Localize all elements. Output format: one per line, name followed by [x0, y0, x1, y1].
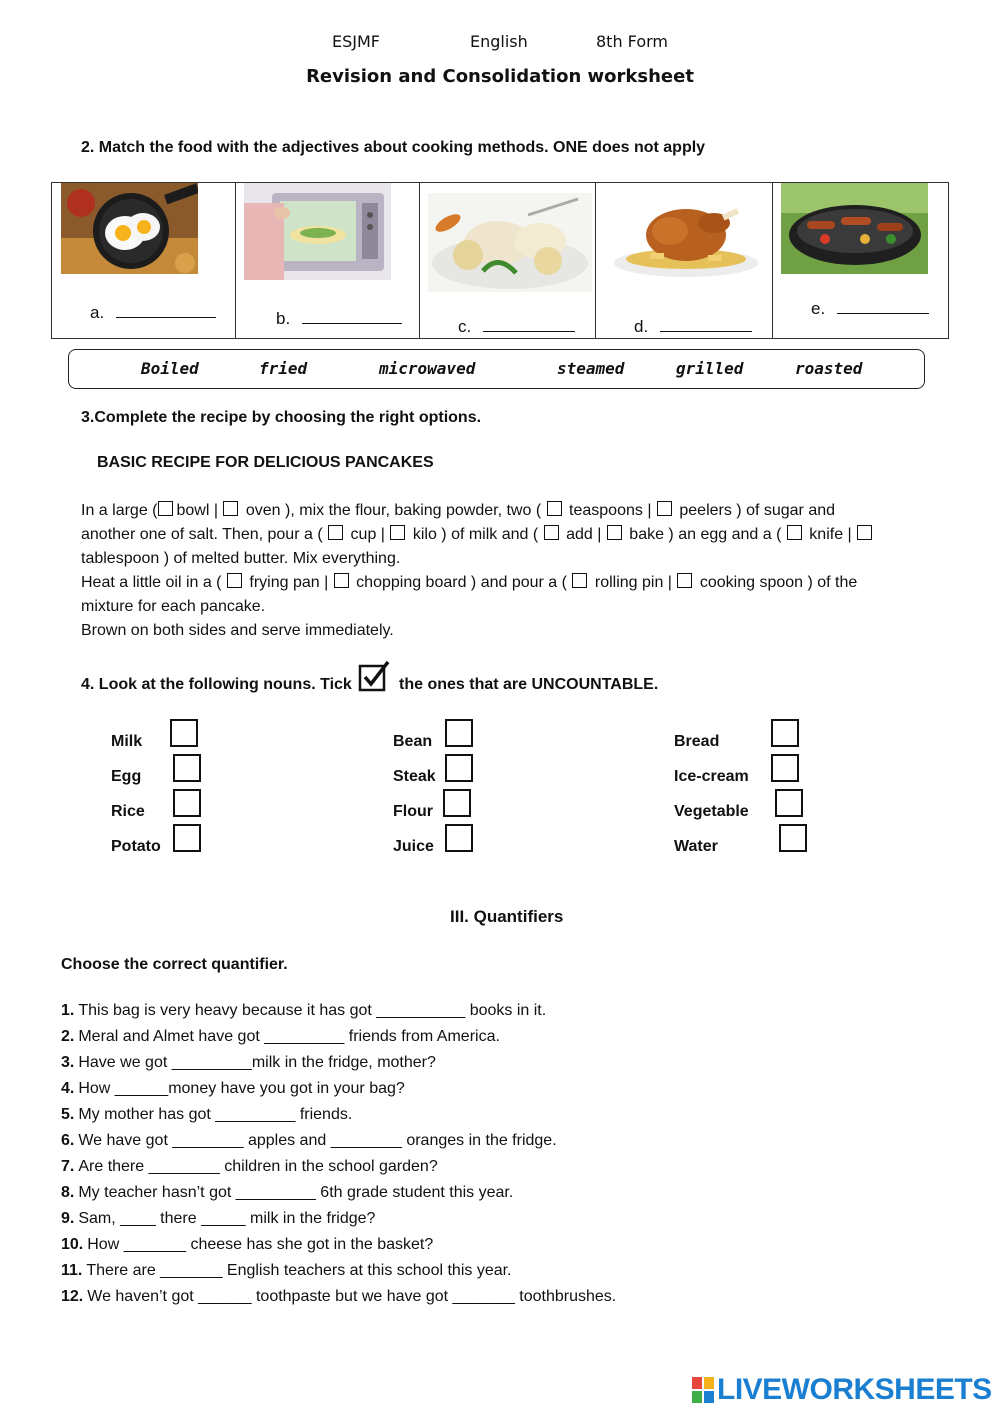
food-image-table: [51, 182, 949, 339]
option-cup-checkbox[interactable]: [328, 525, 343, 540]
caption-d: [634, 317, 752, 337]
answer-blank-e[interactable]: [837, 299, 929, 314]
item-number: 8.: [61, 1184, 75, 1201]
noun-potato: Potato: [111, 838, 161, 855]
tick-example-icon: [358, 660, 390, 692]
option-add-checkbox[interactable]: [544, 525, 559, 540]
recipe-text-fragment: kilo ) of milk and (: [408, 526, 543, 543]
noun-rice: Rice: [111, 803, 145, 820]
recipe-text-fragment: chopping board ) and pour a (: [351, 574, 572, 591]
item-sentence: We haven’t got ______ toothpaste but we have got _______ toothbrushes.: [87, 1288, 617, 1305]
word-microwaved: microwaved: [379, 359, 476, 378]
word-bank: [68, 349, 925, 389]
item-sentence: Sam, ____ there _____ milk in the fridge?: [78, 1210, 376, 1227]
word-grilled: grilled: [676, 359, 744, 378]
bread-checkbox[interactable]: [771, 719, 799, 747]
item-sentence: We have got ________ apples and ________ oranges in the fridge.: [78, 1132, 557, 1149]
bean-checkbox[interactable]: [445, 719, 473, 747]
option-bowl-checkbox[interactable]: [158, 501, 173, 516]
item-sentence: My mother has got _________ friends.: [78, 1106, 353, 1123]
caption-e: [811, 299, 929, 319]
section3-heading: 3.Complete the recipe by choosing the right options.: [81, 409, 482, 426]
option-teaspoons-checkbox[interactable]: [547, 501, 562, 516]
worksheet-title: Revision and Consolidation worksheet: [306, 66, 694, 87]
liveworksheets-logo-text: LIVEWORKSHEETS: [717, 1373, 992, 1406]
option-bake-checkbox[interactable]: [607, 525, 622, 540]
item-sentence: How ______money have you got in your bag?: [78, 1080, 405, 1097]
water-checkbox[interactable]: [779, 824, 807, 852]
caption-c-letter: c.: [458, 317, 472, 336]
item-number: 9.: [61, 1210, 75, 1227]
recipe-text-fragment: frying pan |: [244, 574, 333, 591]
recipe-text-fragment: knife |: [804, 526, 857, 543]
option-oven-checkbox[interactable]: [223, 501, 238, 516]
item-sentence: How _______ cheese has she got in the basket?: [87, 1236, 434, 1253]
noun-bread: Bread: [674, 733, 720, 750]
noun-bean: Bean: [393, 733, 433, 750]
egg-checkbox[interactable]: [173, 754, 201, 782]
vegetable-checkbox[interactable]: [775, 789, 803, 817]
recipe-text-fragment: add |: [561, 526, 606, 543]
recipe-text-fragment: bake ) an egg and a (: [624, 526, 786, 543]
recipe-text: [81, 499, 931, 643]
section4-heading-start: 4. Look at the following nouns. Tick: [81, 676, 352, 693]
item-number: 2.: [61, 1028, 75, 1045]
caption-b: [276, 309, 402, 329]
option-frying-pan-checkbox[interactable]: [227, 573, 242, 588]
noun-vegetable: Vegetable: [674, 803, 749, 820]
item-number: 1.: [61, 1002, 75, 1019]
quantifier-item-11: [61, 1262, 512, 1280]
item-number: 3.: [61, 1054, 75, 1071]
recipe-text-fragment: peelers ) of sugar and: [674, 502, 836, 519]
item-number: 6.: [61, 1132, 75, 1149]
recipe-text-fragment: cooking spoon ) of the: [695, 574, 858, 591]
milk-checkbox[interactable]: [170, 719, 198, 747]
caption-c: [458, 317, 575, 337]
quantifier-item-9: [61, 1210, 375, 1228]
quantifier-item-10: [61, 1236, 433, 1254]
recipe-line-2: [81, 523, 931, 547]
caption-a: [90, 303, 216, 323]
liveworksheets-logo: [692, 1372, 992, 1408]
item-sentence: There are _______ English teachers at this school this year.: [86, 1262, 512, 1279]
item-sentence: Have we got _________milk in the fridge, mother?: [78, 1054, 436, 1071]
food-cell-c: [420, 183, 596, 338]
word-roasted: roasted: [795, 359, 863, 378]
quantifiers-heading: III. Quantifiers: [450, 907, 564, 926]
recipe-line-4: [81, 571, 931, 595]
word-boiled: Boiled: [141, 359, 199, 378]
quantifier-item-6: [61, 1132, 557, 1150]
ice-cream-checkbox[interactable]: [771, 754, 799, 782]
steak-checkbox[interactable]: [445, 754, 473, 782]
recipe-text-fragment: rolling pin |: [590, 574, 677, 591]
caption-d-letter: d.: [634, 317, 649, 336]
recipe-text-fragment: oven ), mix the flour, baking powder, two (: [241, 502, 546, 519]
item-sentence: My teacher hasn’t got _________ 6th grade student this year.: [78, 1184, 514, 1201]
option-rolling-pin-checkbox[interactable]: [572, 573, 587, 588]
recipe-title: BASIC RECIPE FOR DELICIOUS PANCAKES: [97, 454, 434, 471]
potato-checkbox[interactable]: [173, 824, 201, 852]
recipe-text-fragment: Heat a little oil in a (: [81, 574, 226, 591]
option-chopping-board-checkbox[interactable]: [334, 573, 349, 588]
section4-heading-end: the ones that are UNCOUNTABLE.: [399, 676, 659, 693]
item-number: 5.: [61, 1106, 75, 1123]
recipe-text-fragment: mixture for each pancake.: [81, 598, 266, 615]
quantifier-item-5: [61, 1106, 352, 1124]
quantifiers-instruction: Choose the correct quantifier.: [61, 956, 288, 973]
quantifier-item-8: [61, 1184, 513, 1202]
item-number: 11.: [61, 1262, 83, 1279]
food-cell-d: [596, 183, 773, 338]
quantifier-item-3: [61, 1054, 436, 1072]
word-fried: fried: [259, 359, 308, 378]
quantifier-item-12: [61, 1288, 616, 1306]
option-cooking-spoon-checkbox[interactable]: [677, 573, 692, 588]
recipe-text-fragment: Brown on both sides and serve immediately.: [81, 622, 394, 639]
option-kilo-checkbox[interactable]: [390, 525, 405, 540]
noun-milk: Milk: [111, 733, 143, 750]
quantifier-item-2: [61, 1028, 500, 1046]
recipe-text-fragment: cup |: [346, 526, 390, 543]
option-peelers-checkbox[interactable]: [657, 501, 672, 516]
word-steamed: steamed: [557, 359, 625, 378]
recipe-line-3: [81, 547, 931, 571]
fried-egg-image: [61, 183, 198, 274]
item-number: 10.: [61, 1236, 84, 1253]
noun-flour: Flour: [393, 803, 433, 820]
item-sentence: Are there ________ children in the school garden?: [78, 1158, 438, 1175]
recipe-line-1: [81, 499, 931, 523]
recipe-text-fragment: teaspoons |: [564, 502, 656, 519]
rice-checkbox[interactable]: [173, 789, 201, 817]
roasted-chicken-image: [610, 195, 760, 281]
quantifier-item-1: [61, 1002, 546, 1020]
food-cell-b: [236, 183, 420, 338]
food-cell-e: [773, 183, 948, 338]
subject-name: English: [470, 32, 528, 51]
recipe-text-fragment: another one of salt. Then, pour a (: [81, 526, 328, 543]
food-cell-a: [52, 183, 236, 338]
answer-blank-d[interactable]: [660, 317, 752, 332]
recipe-text-fragment: tablespoon ) of melted butter. Mix everything.: [81, 550, 401, 567]
recipe-line-5: [81, 595, 931, 619]
item-sentence: This bag is very heavy because it has got __________ books in it.: [78, 1002, 547, 1019]
item-number: 7.: [61, 1158, 75, 1175]
item-number: 4.: [61, 1080, 75, 1097]
caption-b-letter: b.: [276, 309, 291, 328]
caption-e-letter: e.: [811, 299, 826, 318]
recipe-text-fragment: bowl |: [176, 502, 223, 519]
quantifier-item-4: [61, 1080, 405, 1098]
school-name: ESJMF: [332, 32, 380, 51]
recipe-text-fragment: In a large (: [81, 502, 158, 519]
liveworksheets-logo-icon: [692, 1377, 714, 1403]
section2-heading: 2. Match the food with the adjectives about cooking methods. ONE does not apply: [81, 139, 706, 156]
option-tablespoon-checkbox[interactable]: [857, 525, 872, 540]
item-sentence: Meral and Almet have got _________ friends from America.: [78, 1028, 500, 1045]
noun-ice-cream: Ice-cream: [674, 768, 749, 785]
answer-blank-a[interactable]: [116, 303, 216, 318]
caption-a-letter: a.: [90, 303, 105, 322]
steamed-fish-image: [428, 193, 592, 292]
flour-checkbox[interactable]: [443, 789, 471, 817]
noun-steak: Steak: [393, 768, 436, 785]
form-name: 8th Form: [596, 32, 668, 51]
recipe-line-6: [81, 619, 931, 643]
microwave-image: [244, 183, 391, 280]
answer-blank-b[interactable]: [302, 309, 402, 324]
noun-juice: Juice: [393, 838, 434, 855]
quantifier-item-7: [61, 1158, 438, 1176]
option-knife-checkbox[interactable]: [787, 525, 802, 540]
noun-water: Water: [674, 838, 718, 855]
noun-egg: Egg: [111, 768, 142, 785]
juice-checkbox[interactable]: [445, 824, 473, 852]
answer-blank-c[interactable]: [483, 317, 575, 332]
grill-image: [781, 183, 928, 274]
item-number: 12.: [61, 1288, 84, 1305]
